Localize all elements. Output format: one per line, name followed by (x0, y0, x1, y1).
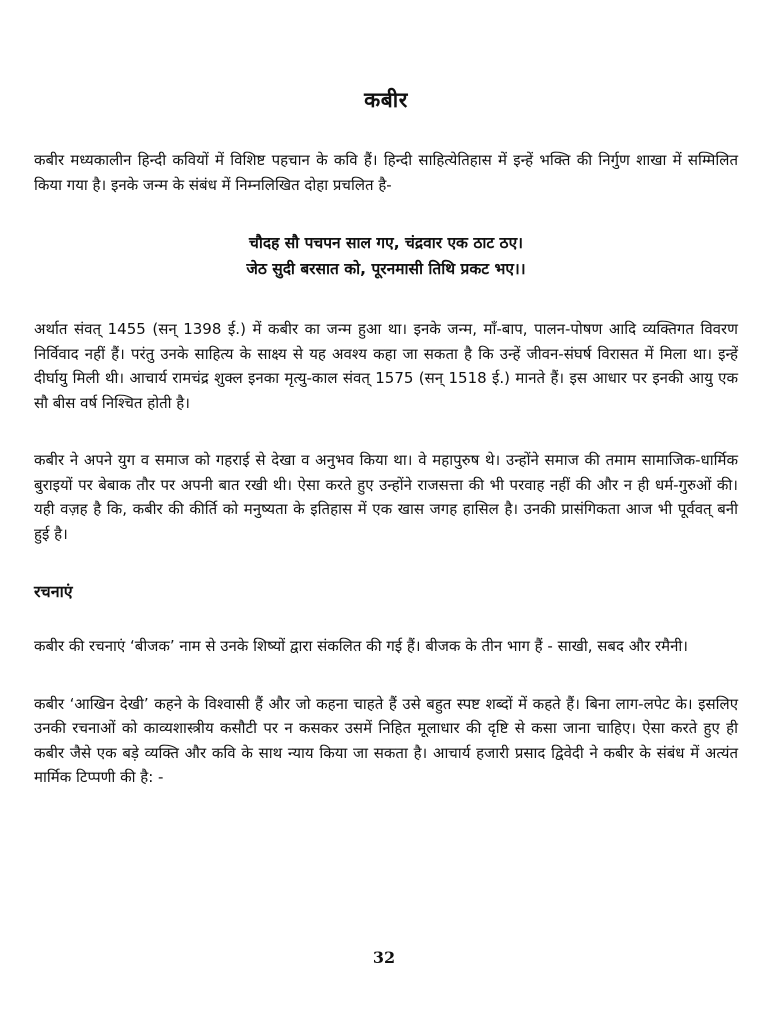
intro-paragraph: कबीर मध्यकालीन हिन्दी कवियों में विशिष्ट पहचान के कवि हैं। हिन्दी साहित्येतिहास में इन्हें भक्ति की निर्गुण शाखा में सम्मिलित किया गया है। इनके जन्म के संबंध में निम्नलिखित दोहा प्रचलित है- (34, 151, 738, 194)
section-heading: रचनाएं (34, 582, 73, 601)
society-paragraph: कबीर ने अपने युग व समाज को गहराई से देखा व अनुभव किया था। वे महापुरुष थे। उन्होंने समाज की तमाम सामाजिक-धार्मिक बुराइयों पर बेबाक तौर पर अपनी बात रखी थी। ऐसा करते हुए उन्होंने राजसत्ता की भी परवाह नहीं की और न ही धर्म-गुरुओं की। यही वज़ह है कि, कबीर की कीर्ति को मनुष्यता के इतिहास में एक खास जगह हासिल है। उनकी प्रासंगिकता आज भी पूर्ववत् बनी हुई है। (34, 451, 738, 543)
page-title: कबीर (364, 88, 408, 112)
doha-line-2: जेठ सुदी बरसात को, पूरनमासी तिथि प्रकट भए।। (246, 260, 526, 278)
birth-details-paragraph: अर्थात संवत् 1455 (सन् 1398 ई.) में कबीर का जन्म हुआ था। इनके जन्म, माँ-बाप, पालन-पोषण आदि व्यक्तिगत विवरण निर्विवाद नहीं हैं। परंतु उनके साहित्य के साक्ष्य से यह अवश्य कहा जा सकता है कि उन्हें जीवन-संघर्ष विरासत में मिला था। इन्हें दीर्घायु मिली थी। आचार्य रामचंद्र शुक्ल इनका मृत्यु-काल संवत् 1575 (सन् 1518 ई.) मानते हैं। इस आधार पर इनकी आयु एक सौ बीस वर्ष निश्चित होती है। (34, 320, 738, 412)
works-paragraph: कबीर की रचनाएं ‘बीजक’ नाम से उनके शिष्यों द्वारा संकलित की गई हैं। बीजक के तीन भाग हैं - साखी, सबद और रमैनी। (34, 637, 688, 655)
page-number: 32 (372, 948, 396, 967)
style-paragraph: कबीर ‘आखिन देखी’ कहने के विश्वासी हैं और जो कहना चाहते हैं उसे बहुत स्पष्ट शब्दों में कहते हैं। बिना लाग-लपेट के। इसलिए उनकी रचनाओं को काव्यशास्त्रीय कसौटी पर न कसकर उसमें निहित मूलाधार की दृष्टि से कसा जाना चाहिए। ऐसा करते हुए ही कबीर जैसे एक बड़े व्यक्ति और कवि के साथ न्याय किया जा सकता है। आचार्य हजारी प्रसाद द्विवेदी ने कबीर के संबंध में अत्यंत मार्मिक टिप्पणी की है: - (34, 694, 738, 786)
doha-line-1: चौदह सौ पचपन साल गए, चंद्रवार एक ठाट ठए। (248, 234, 524, 252)
doha-verse (34, 230, 738, 282)
